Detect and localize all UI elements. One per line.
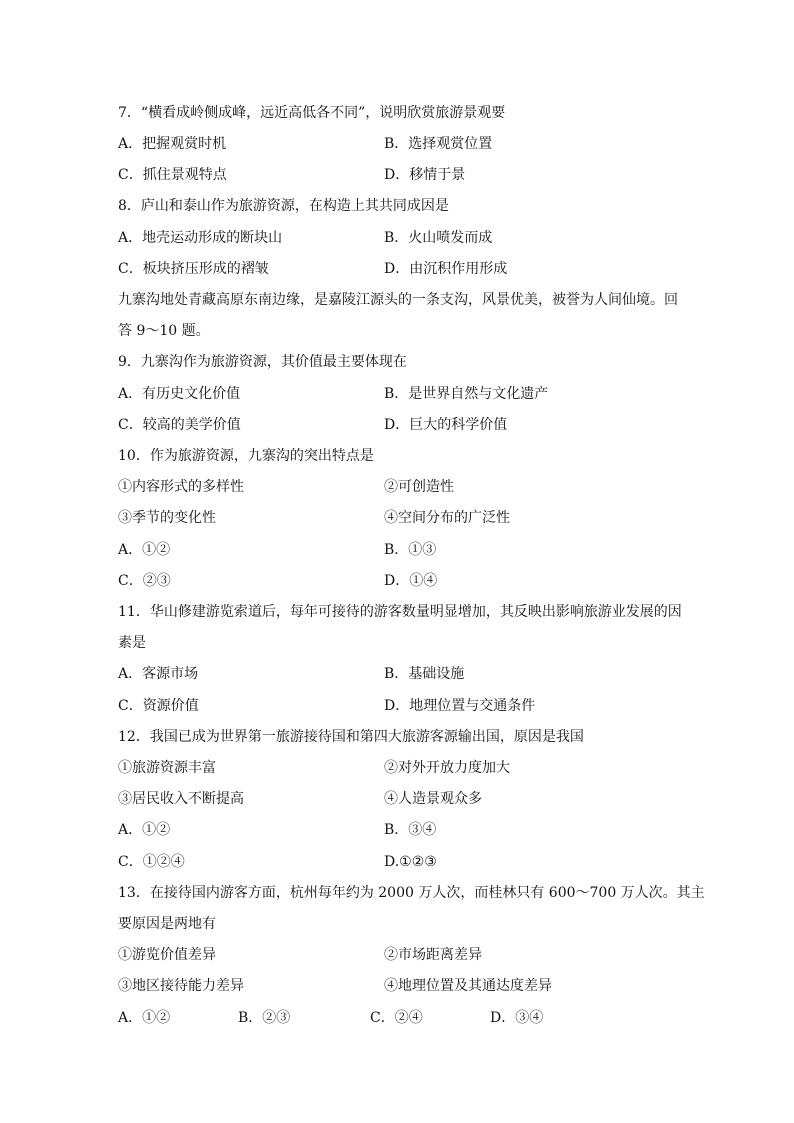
q7-stem: 7．“横看成岭侧成峰，远近高低各不同”，说明欣赏旅游景观要 [118,105,506,121]
q13-choice-3: ③地区接待能力差异 [118,978,244,994]
q10-choice-1: ①内容形式的多样性 [118,479,244,495]
q13-choice-1: ①游览价值差异 [118,947,216,963]
q11-stem-line-2: 素是 [118,635,146,651]
q13-option-c: C．②④ [370,1010,423,1026]
q9-stem: 9．九寨沟作为旅游资源，其价值最主要体现在 [118,354,407,370]
q8-option-a: A．地壳运动形成的断块山 [118,230,283,246]
q11-option-d: D．地理位置与交通条件 [384,698,536,714]
q7-option-d: D．移情于景 [384,167,466,183]
q10-choice-2: ②可创造性 [384,479,454,495]
q12-choice-3: ③居民收入不断提高 [118,791,244,807]
q11-option-c: C．资源价值 [118,698,199,714]
q12-stem: 12．我国已成为世界第一旅游接待国和第四大旅游客源输出国，原因是我国 [118,729,584,745]
q10-option-b: B．①③ [384,542,437,558]
q10-option-a: A．①② [118,542,171,558]
q13-stem-line-2: 要原因是两地有 [118,916,216,932]
q13-option-a: A．①② [118,1010,171,1026]
q13-option-d: D．③④ [490,1010,544,1026]
q11-stem-line-1: 11．华山修建游览索道后，每年可接待的游客数量明显增加，其反映出影响旅游业发展的因 [118,604,682,620]
q7-option-c: C．抓住景观特点 [118,167,227,183]
q12-option-c: C．①②④ [118,854,185,870]
q8-stem: 8．庐山和泰山作为旅游资源，在构造上其共同成因是 [118,198,449,214]
q11-option-a: A．客源市场 [118,666,199,682]
q13-choice-2: ②市场距离差异 [384,947,482,963]
q12-choice-4: ④人造景观众多 [384,791,482,807]
q7-option-b: B．选择观赏位置 [384,136,493,152]
q13-choice-4: ④地理位置及其通达度差异 [384,978,552,994]
q10-option-d: D．①④ [384,573,438,589]
passage-line-1: 九寨沟地处青藏高原东南边缘，是嘉陵江源头的一条支沟，风景优美，被誉为人间仙境。回 [118,292,678,308]
q10-option-c: C．②③ [118,573,171,589]
q12-option-a: A．①② [118,822,171,838]
q8-option-c: C．板块挤压形成的褶皱 [118,261,269,277]
q12-option-b: B．③④ [384,822,437,838]
q9-option-a: A．有历史文化价值 [118,386,241,402]
q9-option-d: D．巨大的科学价值 [384,417,508,433]
q10-stem: 10．作为旅游资源，九寨沟的突出特点是 [118,448,374,464]
q10-choice-3: ③季节的变化性 [118,510,216,526]
q11-option-b: B．基础设施 [384,666,465,682]
q13-option-b: B．②③ [238,1010,291,1026]
q12-option-d: D.①②③ [384,854,437,870]
q8-option-d: D．由沉积作用形成 [384,261,508,277]
q12-choice-2: ②对外开放力度加大 [384,760,510,776]
q9-option-b: B．是世界自然与文化遗产 [384,386,549,402]
q12-choice-1: ①旅游资源丰富 [118,760,216,776]
q7-option-a: A．把握观赏时机 [118,136,227,152]
q8-option-b: B．火山喷发而成 [384,230,493,246]
passage-line-2: 答 9～10 题。 [118,323,210,339]
q13-stem-line-1: 13．在接待国内游客方面，杭州每年约为 2000 万人次，而桂林只有 600～700 万人次。其主 [118,885,705,901]
q9-option-c: C．较高的美学价值 [118,417,241,433]
q10-choice-4: ④空间分布的广泛性 [384,510,510,526]
